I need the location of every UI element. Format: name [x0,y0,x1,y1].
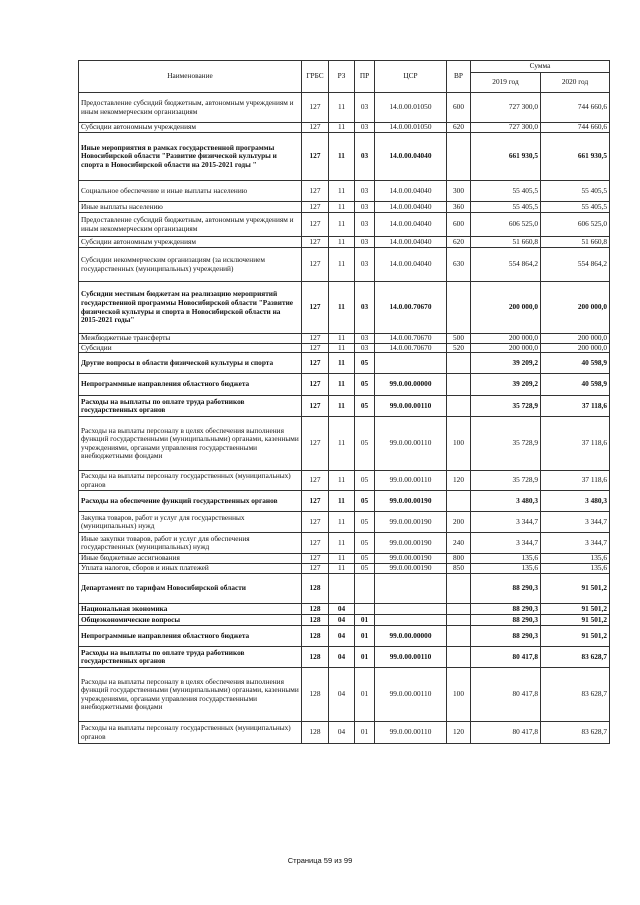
row-csr-cell: 14.0.00.70670 [375,334,447,344]
row-pr-cell: 01 [355,668,375,722]
col-header-pr: ПР [355,61,375,93]
row-rz-cell: 11 [329,123,355,133]
row-rz-cell: 11 [329,353,355,374]
row-vr-cell: 100 [447,668,471,722]
table-row [79,334,610,344]
row-grbs-cell: 127 [302,512,329,533]
row-csr-cell [375,574,447,604]
row-csr-cell: 14.0.00.70670 [375,282,447,334]
row-grbs-cell: 127 [302,181,329,202]
table-row [79,237,610,248]
row-vr-cell: 120 [447,722,471,744]
row-csr-cell: 99.0.00.00190 [375,564,447,574]
row-name-cell: Иные бюджетные ассигнования [79,554,302,564]
row-csr-cell: 99.0.00.00110 [375,647,447,668]
row-sum-2019-cell: 727 300,0 [471,93,541,123]
row-sum-2020-cell: 37 118,6 [541,471,610,491]
table-row [79,248,610,282]
row-rz-cell: 11 [329,133,355,181]
row-pr-cell: 05 [355,374,375,396]
table-row [79,93,610,123]
row-csr-cell: 14.0.00.01050 [375,93,447,123]
row-sum-2020-cell: 55 405,5 [541,181,610,202]
row-sum-2020-cell: 661 930,5 [541,133,610,181]
col-header-rz: РЗ [329,61,355,93]
row-sum-2019-cell: 88 290,3 [471,626,541,647]
row-grbs-cell: 127 [302,564,329,574]
col-header-name: Наименование [79,61,302,93]
row-sum-2019-cell: 51 660,8 [471,237,541,248]
row-grbs-cell: 127 [302,123,329,133]
table-row [79,564,610,574]
row-grbs-cell: 127 [302,213,329,237]
col-header-csr: ЦСР [375,61,447,93]
row-name-cell: Субсидии некоммерческим организациям (за исключением государственных (муниципальных) учреждений) [79,248,302,282]
row-vr-cell: 200 [447,512,471,533]
table-row [79,626,610,647]
row-sum-2019-cell: 200 000,0 [471,343,541,353]
row-grbs-cell: 127 [302,133,329,181]
row-pr-cell: 05 [355,491,375,512]
row-name-cell: Иные закупки товаров, работ и услуг для обеспечения государственных (муниципальных) нужд [79,533,302,554]
col-header-grbs: ГРБС [302,61,329,93]
row-name-cell: Межбюджетные трансферты [79,334,302,344]
row-csr-cell: 14.0.00.01050 [375,123,447,133]
row-pr-cell [355,574,375,604]
row-sum-2020-cell: 91 501,2 [541,615,610,626]
row-sum-2020-cell: 554 864,2 [541,248,610,282]
row-pr-cell: 03 [355,237,375,248]
table-row [79,374,610,396]
row-rz-cell: 11 [329,181,355,202]
row-grbs-cell: 127 [302,491,329,512]
row-sum-2020-cell: 200 000,0 [541,282,610,334]
table-row [79,417,610,471]
row-vr-cell: 360 [447,202,471,213]
row-sum-2019-cell: 35 728,9 [471,417,541,471]
row-name-cell: Непрограммные направления областного бюджета [79,626,302,647]
row-sum-2020-cell: 91 501,2 [541,626,610,647]
row-rz-cell: 11 [329,374,355,396]
row-name-cell: Иные мероприятия в рамках государственной программы Новосибирской области "Развитие физической культуры и спорта в Новосибирской области на 2015-2021 годы " [79,133,302,181]
table-row [79,181,610,202]
row-vr-cell [447,282,471,334]
row-pr-cell: 03 [355,123,375,133]
row-rz-cell: 11 [329,202,355,213]
row-sum-2020-cell: 744 660,6 [541,123,610,133]
row-sum-2019-cell: 88 290,3 [471,604,541,615]
table-body [79,93,610,744]
row-rz-cell: 11 [329,564,355,574]
row-grbs-cell: 128 [302,647,329,668]
row-grbs-cell: 127 [302,248,329,282]
row-sum-2020-cell: 40 598,9 [541,374,610,396]
table-row [79,574,610,604]
row-sum-2020-cell: 744 660,6 [541,93,610,123]
row-sum-2019-cell: 80 417,8 [471,668,541,722]
row-rz-cell: 11 [329,248,355,282]
row-name-cell: Другие вопросы в области физической культуры и спорта [79,353,302,374]
row-csr-cell: 14.0.00.04040 [375,237,447,248]
row-rz-cell: 11 [329,554,355,564]
row-rz-cell: 11 [329,237,355,248]
row-sum-2019-cell: 135,6 [471,554,541,564]
row-name-cell: Субсидии [79,343,302,353]
row-sum-2020-cell: 83 628,7 [541,668,610,722]
row-name-cell: Уплата налогов, сборов и иных платежей [79,564,302,574]
row-vr-cell [447,626,471,647]
table-row [79,533,610,554]
row-csr-cell [375,615,447,626]
table-row [79,202,610,213]
row-rz-cell: 04 [329,647,355,668]
row-rz-cell: 11 [329,417,355,471]
row-name-cell: Расходы на выплаты по оплате труда работников государственных органов [79,396,302,417]
row-grbs-cell: 128 [302,626,329,647]
row-sum-2019-cell: 606 525,0 [471,213,541,237]
row-name-cell: Субсидии автономным учреждениям [79,123,302,133]
row-sum-2020-cell: 3 344,7 [541,512,610,533]
table-row [79,554,610,564]
header-row [79,61,610,73]
row-vr-cell: 620 [447,123,471,133]
row-sum-2020-cell: 91 501,2 [541,604,610,615]
row-rz-cell: 11 [329,282,355,334]
row-csr-cell: 99.0.00.00110 [375,471,447,491]
row-vr-cell: 100 [447,417,471,471]
row-sum-2019-cell: 135,6 [471,564,541,574]
table-row [79,396,610,417]
row-rz-cell: 04 [329,722,355,744]
row-vr-cell [447,574,471,604]
row-grbs-cell: 127 [302,374,329,396]
table-row [79,213,610,237]
row-csr-cell: 99.0.00.00000 [375,374,447,396]
row-pr-cell: 05 [355,564,375,574]
row-pr-cell: 05 [355,471,375,491]
table-row [79,512,610,533]
row-vr-cell [447,604,471,615]
table-row [79,133,610,181]
row-name-cell: Департамент по тарифам Новосибирской области [79,574,302,604]
row-pr-cell: 05 [355,512,375,533]
row-sum-2019-cell: 3 344,7 [471,512,541,533]
row-csr-cell: 14.0.00.04040 [375,248,447,282]
row-name-cell: Национальная экономика [79,604,302,615]
table-row [79,343,610,353]
row-grbs-cell: 128 [302,574,329,604]
row-grbs-cell: 127 [302,237,329,248]
row-vr-cell: 850 [447,564,471,574]
row-name-cell: Субсидии местным бюджетам на реализацию мероприятий государственной программы Новосибирской области "Развитие физической культуры и спорта в Новосибирской области на 2015-2021 годы" [79,282,302,334]
row-pr-cell: 03 [355,133,375,181]
row-sum-2020-cell: 200 000,0 [541,343,610,353]
row-grbs-cell: 127 [302,471,329,491]
row-sum-2019-cell: 35 728,9 [471,471,541,491]
row-csr-cell: 99.0.00.00190 [375,512,447,533]
row-name-cell: Расходы на выплаты персоналу государственных (муниципальных) органов [79,471,302,491]
row-sum-2019-cell: 661 930,5 [471,133,541,181]
row-pr-cell: 05 [355,353,375,374]
row-name-cell: Расходы на выплаты по оплате труда работников государственных органов [79,647,302,668]
row-rz-cell: 11 [329,334,355,344]
row-vr-cell: 520 [447,343,471,353]
row-sum-2020-cell: 135,6 [541,554,610,564]
row-name-cell: Иные выплаты населению [79,202,302,213]
row-sum-2020-cell: 55 405,5 [541,202,610,213]
row-pr-cell: 03 [355,181,375,202]
row-csr-cell: 99.0.00.00110 [375,668,447,722]
row-grbs-cell: 128 [302,604,329,615]
table-row [79,282,610,334]
row-name-cell: Социальное обеспечение и иные выплаты населению [79,181,302,202]
row-sum-2020-cell: 37 118,6 [541,417,610,471]
row-vr-cell [447,374,471,396]
row-sum-2019-cell: 554 864,2 [471,248,541,282]
row-csr-cell: 14.0.00.04040 [375,213,447,237]
row-sum-2019-cell: 200 000,0 [471,282,541,334]
row-rz-cell: 04 [329,615,355,626]
row-csr-cell: 99.0.00.00110 [375,722,447,744]
row-name-cell: Расходы на выплаты персоналу государственных (муниципальных) органов [79,722,302,744]
row-vr-cell: 240 [447,533,471,554]
row-rz-cell: 11 [329,533,355,554]
col-header-2019: 2019 год [471,73,541,93]
table-row [79,647,610,668]
row-sum-2020-cell: 3 480,3 [541,491,610,512]
row-vr-cell [447,133,471,181]
row-pr-cell: 03 [355,213,375,237]
row-csr-cell: 99.0.00.00000 [375,626,447,647]
row-rz-cell: 04 [329,604,355,615]
row-pr-cell: 05 [355,554,375,564]
row-grbs-cell: 127 [302,93,329,123]
row-pr-cell [355,604,375,615]
row-name-cell: Предоставление субсидий бюджетным, автономным учреждениям и иным некоммерческим организациям [79,213,302,237]
row-rz-cell: 11 [329,396,355,417]
row-vr-cell: 120 [447,471,471,491]
row-pr-cell: 05 [355,396,375,417]
row-csr-cell: 14.0.00.04040 [375,133,447,181]
row-sum-2020-cell: 91 501,2 [541,574,610,604]
row-sum-2019-cell: 55 405,5 [471,202,541,213]
row-grbs-cell: 128 [302,615,329,626]
row-name-cell: Закупка товаров, работ и услуг для государственных (муниципальных) нужд [79,512,302,533]
row-grbs-cell: 128 [302,722,329,744]
row-csr-cell [375,353,447,374]
row-sum-2020-cell: 83 628,7 [541,722,610,744]
row-rz-cell: 11 [329,471,355,491]
row-pr-cell: 01 [355,722,375,744]
row-name-cell: Расходы на обеспечение функций государственных органов [79,491,302,512]
row-grbs-cell: 128 [302,668,329,722]
row-sum-2019-cell: 35 728,9 [471,396,541,417]
row-sum-2019-cell: 55 405,5 [471,181,541,202]
row-csr-cell: 99.0.00.00190 [375,554,447,564]
row-pr-cell: 01 [355,615,375,626]
row-sum-2020-cell: 135,6 [541,564,610,574]
col-header-2020: 2020 год [541,73,610,93]
row-sum-2019-cell: 88 290,3 [471,615,541,626]
row-csr-cell: 99.0.00.00110 [375,396,447,417]
row-vr-cell: 600 [447,93,471,123]
row-grbs-cell: 127 [302,396,329,417]
row-vr-cell [447,615,471,626]
row-name-cell: Субсидии автономным учреждениям [79,237,302,248]
row-name-cell: Общеэкономические вопросы [79,615,302,626]
row-pr-cell: 01 [355,647,375,668]
row-vr-cell: 600 [447,213,471,237]
row-csr-cell [375,604,447,615]
row-grbs-cell: 127 [302,282,329,334]
row-vr-cell: 630 [447,248,471,282]
row-pr-cell: 05 [355,417,375,471]
row-pr-cell: 03 [355,93,375,123]
row-name-cell: Предоставление субсидий бюджетным, автономным учреждениям и иным некоммерческим организациям [79,93,302,123]
row-rz-cell: 11 [329,512,355,533]
row-csr-cell: 14.0.00.04040 [375,181,447,202]
budget-table [78,60,610,744]
row-grbs-cell: 127 [302,202,329,213]
row-vr-cell [447,491,471,512]
row-vr-cell: 620 [447,237,471,248]
row-grbs-cell: 127 [302,554,329,564]
row-sum-2019-cell: 88 290,3 [471,574,541,604]
row-rz-cell: 11 [329,343,355,353]
table-row [79,615,610,626]
row-pr-cell: 03 [355,202,375,213]
row-vr-cell [447,396,471,417]
table-row [79,353,610,374]
row-sum-2020-cell: 51 660,8 [541,237,610,248]
row-grbs-cell: 127 [302,343,329,353]
row-vr-cell [447,647,471,668]
row-rz-cell: 04 [329,626,355,647]
row-pr-cell: 03 [355,282,375,334]
row-csr-cell: 14.0.00.70670 [375,343,447,353]
row-grbs-cell: 127 [302,533,329,554]
row-csr-cell: 99.0.00.00110 [375,417,447,471]
row-sum-2019-cell: 3 480,3 [471,491,541,512]
row-vr-cell [447,353,471,374]
row-sum-2020-cell: 37 118,6 [541,396,610,417]
row-rz-cell: 11 [329,213,355,237]
row-sum-2019-cell: 200 000,0 [471,334,541,344]
row-grbs-cell: 127 [302,334,329,344]
row-sum-2019-cell: 39 209,2 [471,374,541,396]
table-row [79,491,610,512]
row-sum-2020-cell: 3 344,7 [541,533,610,554]
row-rz-cell: 11 [329,491,355,512]
table-row [79,668,610,722]
row-pr-cell: 03 [355,248,375,282]
row-sum-2020-cell: 200 000,0 [541,334,610,344]
row-sum-2020-cell: 40 598,9 [541,353,610,374]
row-csr-cell: 99.0.00.00190 [375,533,447,554]
table-row [79,123,610,133]
row-sum-2019-cell: 3 344,7 [471,533,541,554]
row-sum-2020-cell: 606 525,0 [541,213,610,237]
row-sum-2019-cell: 39 209,2 [471,353,541,374]
table-row [79,722,610,744]
table-row [79,471,610,491]
col-header-sum: Сумма [471,61,610,73]
row-pr-cell: 03 [355,343,375,353]
row-vr-cell: 800 [447,554,471,564]
row-pr-cell: 03 [355,334,375,344]
page-number: Страница 59 из 99 [287,856,353,865]
row-pr-cell: 01 [355,626,375,647]
row-sum-2019-cell: 80 417,8 [471,647,541,668]
row-name-cell: Расходы на выплаты персоналу в целях обеспечения выполнения функций государственными (муниципальными) органами, казенными учреждениями, органами управления государственными внебюджетными фондами [79,417,302,471]
row-rz-cell: 04 [329,668,355,722]
row-csr-cell: 99.0.00.00190 [375,491,447,512]
row-name-cell: Расходы на выплаты персоналу в целях обеспечения выполнения функций государственными (муниципальными) органами, казенными учреждениями, органами управления государственными внебюджетными фондами [79,668,302,722]
row-sum-2019-cell: 727 300,0 [471,123,541,133]
table-row [79,604,610,615]
row-rz-cell: 11 [329,93,355,123]
row-sum-2020-cell: 83 628,7 [541,647,610,668]
row-sum-2019-cell: 80 417,8 [471,722,541,744]
row-csr-cell: 14.0.00.04040 [375,202,447,213]
row-grbs-cell: 127 [302,417,329,471]
col-header-vr: ВР [447,61,471,93]
row-pr-cell: 05 [355,533,375,554]
row-grbs-cell: 127 [302,353,329,374]
row-vr-cell: 500 [447,334,471,344]
row-rz-cell [329,574,355,604]
row-name-cell: Непрограммные направления областного бюджета [79,374,302,396]
row-vr-cell: 300 [447,181,471,202]
